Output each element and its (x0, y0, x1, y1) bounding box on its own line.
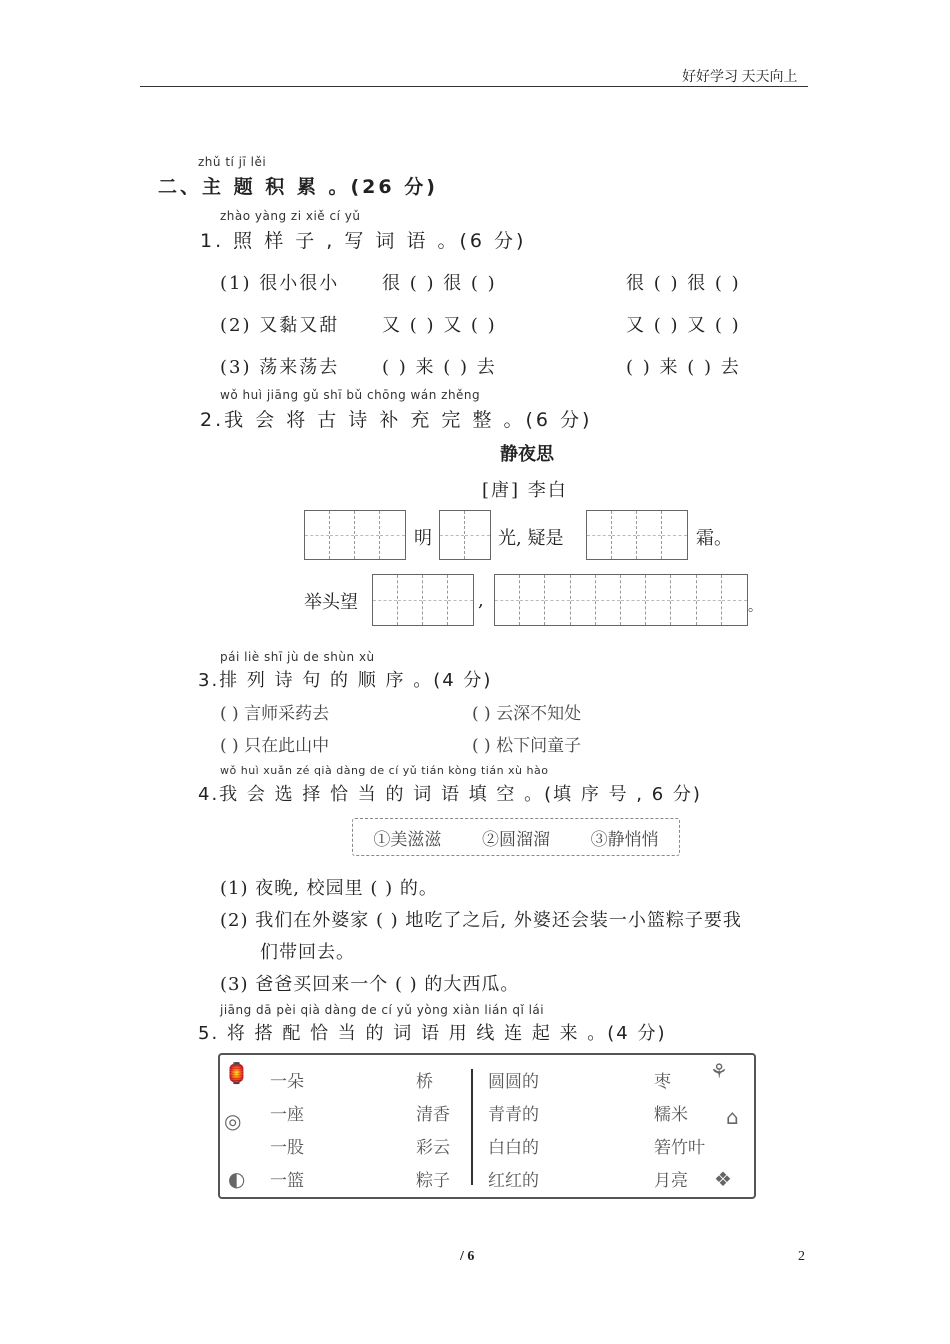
left-b-3[interactable]: 彩云 (416, 1138, 450, 1158)
q4-option-2: ②圆溜溜 (481, 829, 550, 850)
q3-item-2: ( ) 云深不知处 (472, 704, 582, 724)
poem-blank-1[interactable] (304, 510, 406, 560)
firecracker-icon: ⚘ (710, 1059, 728, 1083)
q4-sentence-2-cont: 们带回去。 (260, 942, 355, 963)
header-motto: 好好学习 天天向上 (682, 70, 798, 85)
q1-row2-pattern-b: 又 ( ) 又 ( ) (626, 315, 741, 336)
left-b-2[interactable]: 清香 (416, 1105, 450, 1125)
q1-row1-example: (1) 很小很小 (220, 273, 340, 294)
q4-options-box (352, 818, 680, 856)
lantern-icon: 🏮 (224, 1061, 249, 1085)
q5-pinyin: jiāng dā pèi qià dàng de cí yǔ yòng xiàn lián qǐ lái (220, 1003, 545, 1017)
poem-line2-start: 举头望 (304, 592, 358, 613)
left-b-1[interactable]: 桥 (416, 1072, 433, 1092)
match-divider (471, 1069, 473, 1185)
q4-option-3: ③静悄悄 (590, 829, 659, 850)
left-b-4[interactable]: 粽子 (416, 1171, 450, 1191)
page-number: 2 (798, 1249, 805, 1264)
q1-row3-pattern-b: ( ) 来 ( ) 去 (626, 357, 741, 378)
left-a-3[interactable]: 一股 (270, 1138, 304, 1158)
q4-option-1: ①美滋滋 (373, 829, 442, 850)
poem-blank-3[interactable] (586, 510, 688, 560)
q3-item-3: ( ) 只在此山中 (220, 736, 330, 756)
poem-blank-4[interactable] (372, 574, 474, 626)
right-b-1[interactable]: 枣 (654, 1072, 671, 1092)
right-b-4[interactable]: 月亮 (654, 1171, 688, 1191)
poem-line1-mid: 光, 疑是 (498, 528, 564, 549)
q2-title: 2.我 会 将 古 诗 补 充 完 整 。(6 分) (200, 409, 593, 431)
page-total: / 6 (460, 1249, 475, 1264)
right-a-2[interactable]: 青青的 (488, 1105, 539, 1125)
q1-pinyin: zhào yàng zi xiě cí yǔ (220, 209, 361, 223)
q1-row3-pattern-a: ( ) 来 ( ) 去 (382, 357, 497, 378)
q1-row3-example: (3) 荡来荡去 (220, 357, 340, 378)
section-pinyin: zhǔ tí jī lěi (198, 155, 267, 169)
q1-title: 1. 照 样 子 , 写 词 语 。(6 分) (200, 230, 527, 252)
q3-pinyin: pái liè shī jù de shùn xù (220, 650, 375, 664)
section-title: 二、主 题 积 累 。(26 分) (158, 176, 438, 198)
q4-title: 4.我 会 选 择 恰 当 的 词 语 填 空 。(填 序 号 , 6 分) (198, 784, 702, 805)
left-a-4[interactable]: 一篮 (270, 1171, 304, 1191)
q3-title: 3.排 列 诗 句 的 顺 序 。(4 分) (198, 670, 493, 691)
q4-sentence-2: (2) 我们在外婆家 ( ) 地吃了之后, 外婆还会装一小篮粽子要我 (220, 910, 742, 931)
poem-line2-comma: , (478, 590, 484, 611)
header-rule (140, 86, 808, 87)
left-a-2[interactable]: 一座 (270, 1105, 304, 1125)
zongzi-icon: ❖ (714, 1167, 732, 1191)
q1-row2-pattern-a: 又 ( ) 又 ( ) (382, 315, 497, 336)
poem-title: 静夜思 (500, 444, 554, 465)
q5-match-box (218, 1053, 756, 1199)
q2-pinyin: wǒ huì jiāng gǔ shī bǔ chōng wán zhěng (220, 388, 481, 402)
poem-blank-2[interactable] (439, 510, 491, 560)
q4-pinyin: wǒ huì xuǎn zé qià dàng de cí yǔ tián kòng tián xù hào (220, 764, 549, 777)
moon-icon: ◐ (228, 1167, 246, 1191)
right-b-2[interactable]: 糯米 (654, 1105, 688, 1125)
left-a-1[interactable]: 一朵 (270, 1072, 304, 1092)
q1-row1-pattern-a: 很 ( ) 很 ( ) (382, 273, 497, 294)
right-a-4[interactable]: 红红的 (488, 1171, 539, 1191)
right-a-1[interactable]: 圆圆的 (488, 1072, 539, 1092)
q5-title: 5. 将 搭 配 恰 当 的 词 语 用 线 连 起 来 。(4 分) (198, 1023, 667, 1044)
q4-sentence-1: (1) 夜晚, 校园里 ( ) 的。 (220, 878, 438, 899)
poem-author: [唐] 李白 (482, 480, 568, 501)
q3-item-1: ( ) 言师采药去 (220, 704, 330, 724)
right-b-3[interactable]: 箬竹叶 (654, 1138, 705, 1158)
right-a-3[interactable]: 白白的 (488, 1138, 539, 1158)
poem-line1-end: 霜。 (696, 528, 732, 549)
poem-line2-end: 。 (748, 599, 762, 615)
q3-item-4: ( ) 松下问童子 (472, 736, 582, 756)
basket-icon: ⌂ (726, 1105, 739, 1129)
mooncake-icon: ◎ (224, 1109, 242, 1133)
poem-line1-char: 明 (414, 528, 432, 549)
q1-row2-example: (2) 又黏又甜 (220, 315, 340, 336)
q1-row1-pattern-b: 很 ( ) 很 ( ) (626, 273, 741, 294)
poem-blank-5[interactable] (494, 574, 748, 626)
q4-sentence-3: (3) 爸爸买回来一个 ( ) 的大西瓜。 (220, 974, 520, 995)
